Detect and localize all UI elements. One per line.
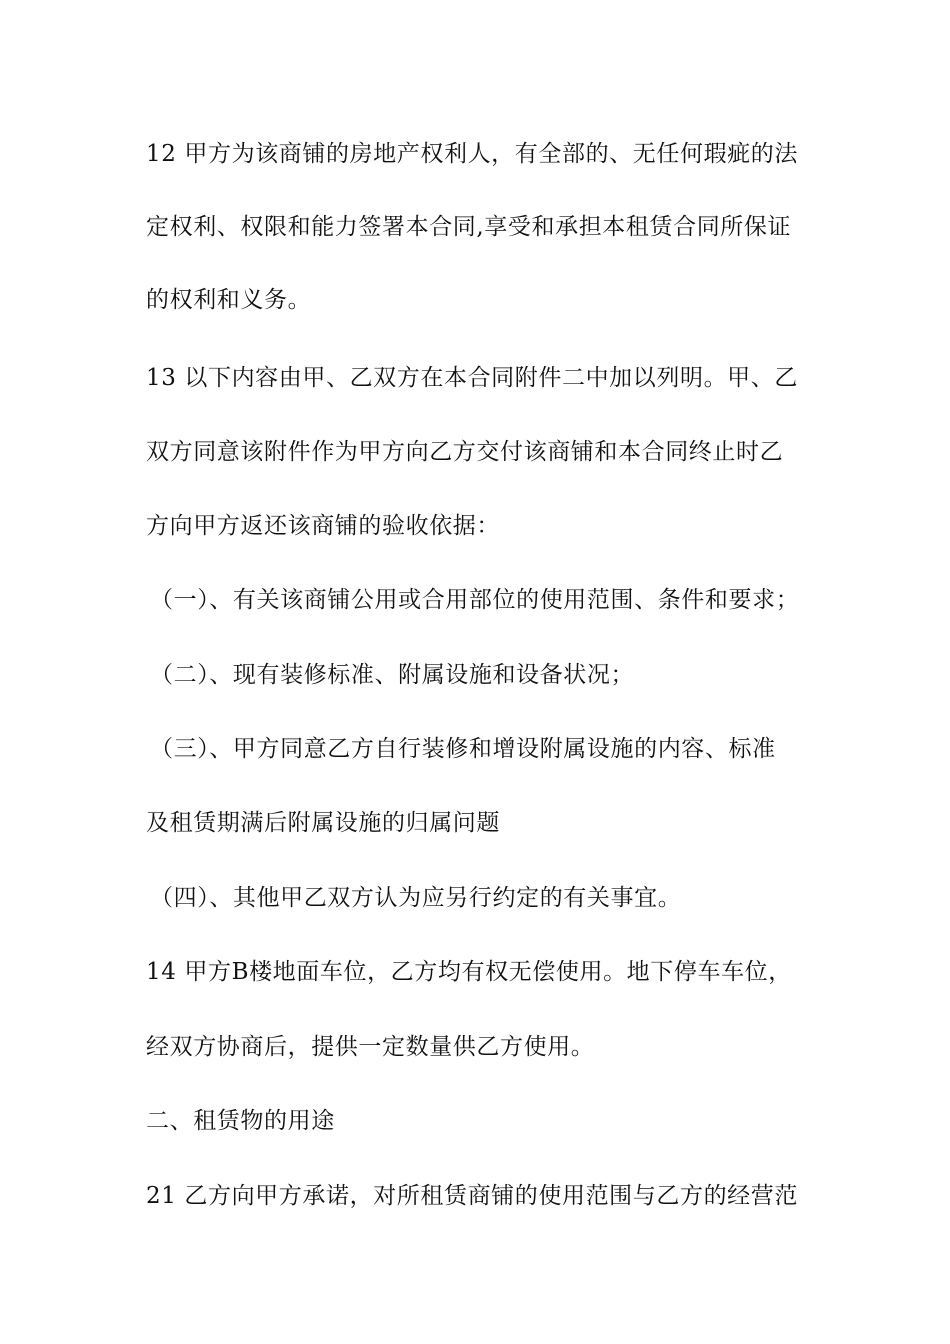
section-heading-2: 二、租赁物的用途 bbox=[146, 1108, 335, 1134]
list-item-1: （一）、有关该商铺公用或合用部位的使用范围、条件和要求； bbox=[150, 587, 800, 613]
list-item-2: （二）、现有装修标准、附属设施和设备状况； bbox=[150, 662, 635, 688]
clause-13-line-1: 13 以下内容由甲、乙双方在本合同附件二中加以列明。甲、乙 bbox=[146, 365, 798, 391]
clause-21-line-1: 21 乙方向甲方承诺，对所租赁商铺的使用范围与乙方的经营范 bbox=[146, 1183, 798, 1209]
clause-12-line-1: 12 甲方为该商铺的房地产权利人，有全部的、无任何瑕疵的法 bbox=[146, 141, 798, 167]
clause-12-line-2: 定权利、权限和能力签署本合同,享受和承担本租赁合同所保证 bbox=[146, 214, 792, 240]
clause-12-line-3: 的权利和义务。 bbox=[146, 287, 312, 313]
clause-14-line-1: 14 甲方B楼地面车位，乙方均有权无偿使用。地下停车车位， bbox=[146, 959, 792, 985]
list-item-3-line-1: （三）、甲方同意乙方自行装修和增设附属设施的内容、标准 bbox=[150, 736, 776, 762]
clause-14-line-2: 经双方协商后，提供一定数量供乙方使用。 bbox=[146, 1034, 595, 1060]
clause-13-line-2: 双方同意该附件作为甲方向乙方交付该商铺和本合同终止时乙 bbox=[146, 439, 784, 465]
list-item-3-line-2: 及租赁期满后附属设施的归属问题 bbox=[146, 810, 500, 836]
list-item-4: （四）、其他甲乙双方认为应另行约定的有关事宜。 bbox=[150, 885, 682, 911]
clause-13-line-3: 方向甲方返还该商铺的验收依据： bbox=[146, 513, 500, 539]
